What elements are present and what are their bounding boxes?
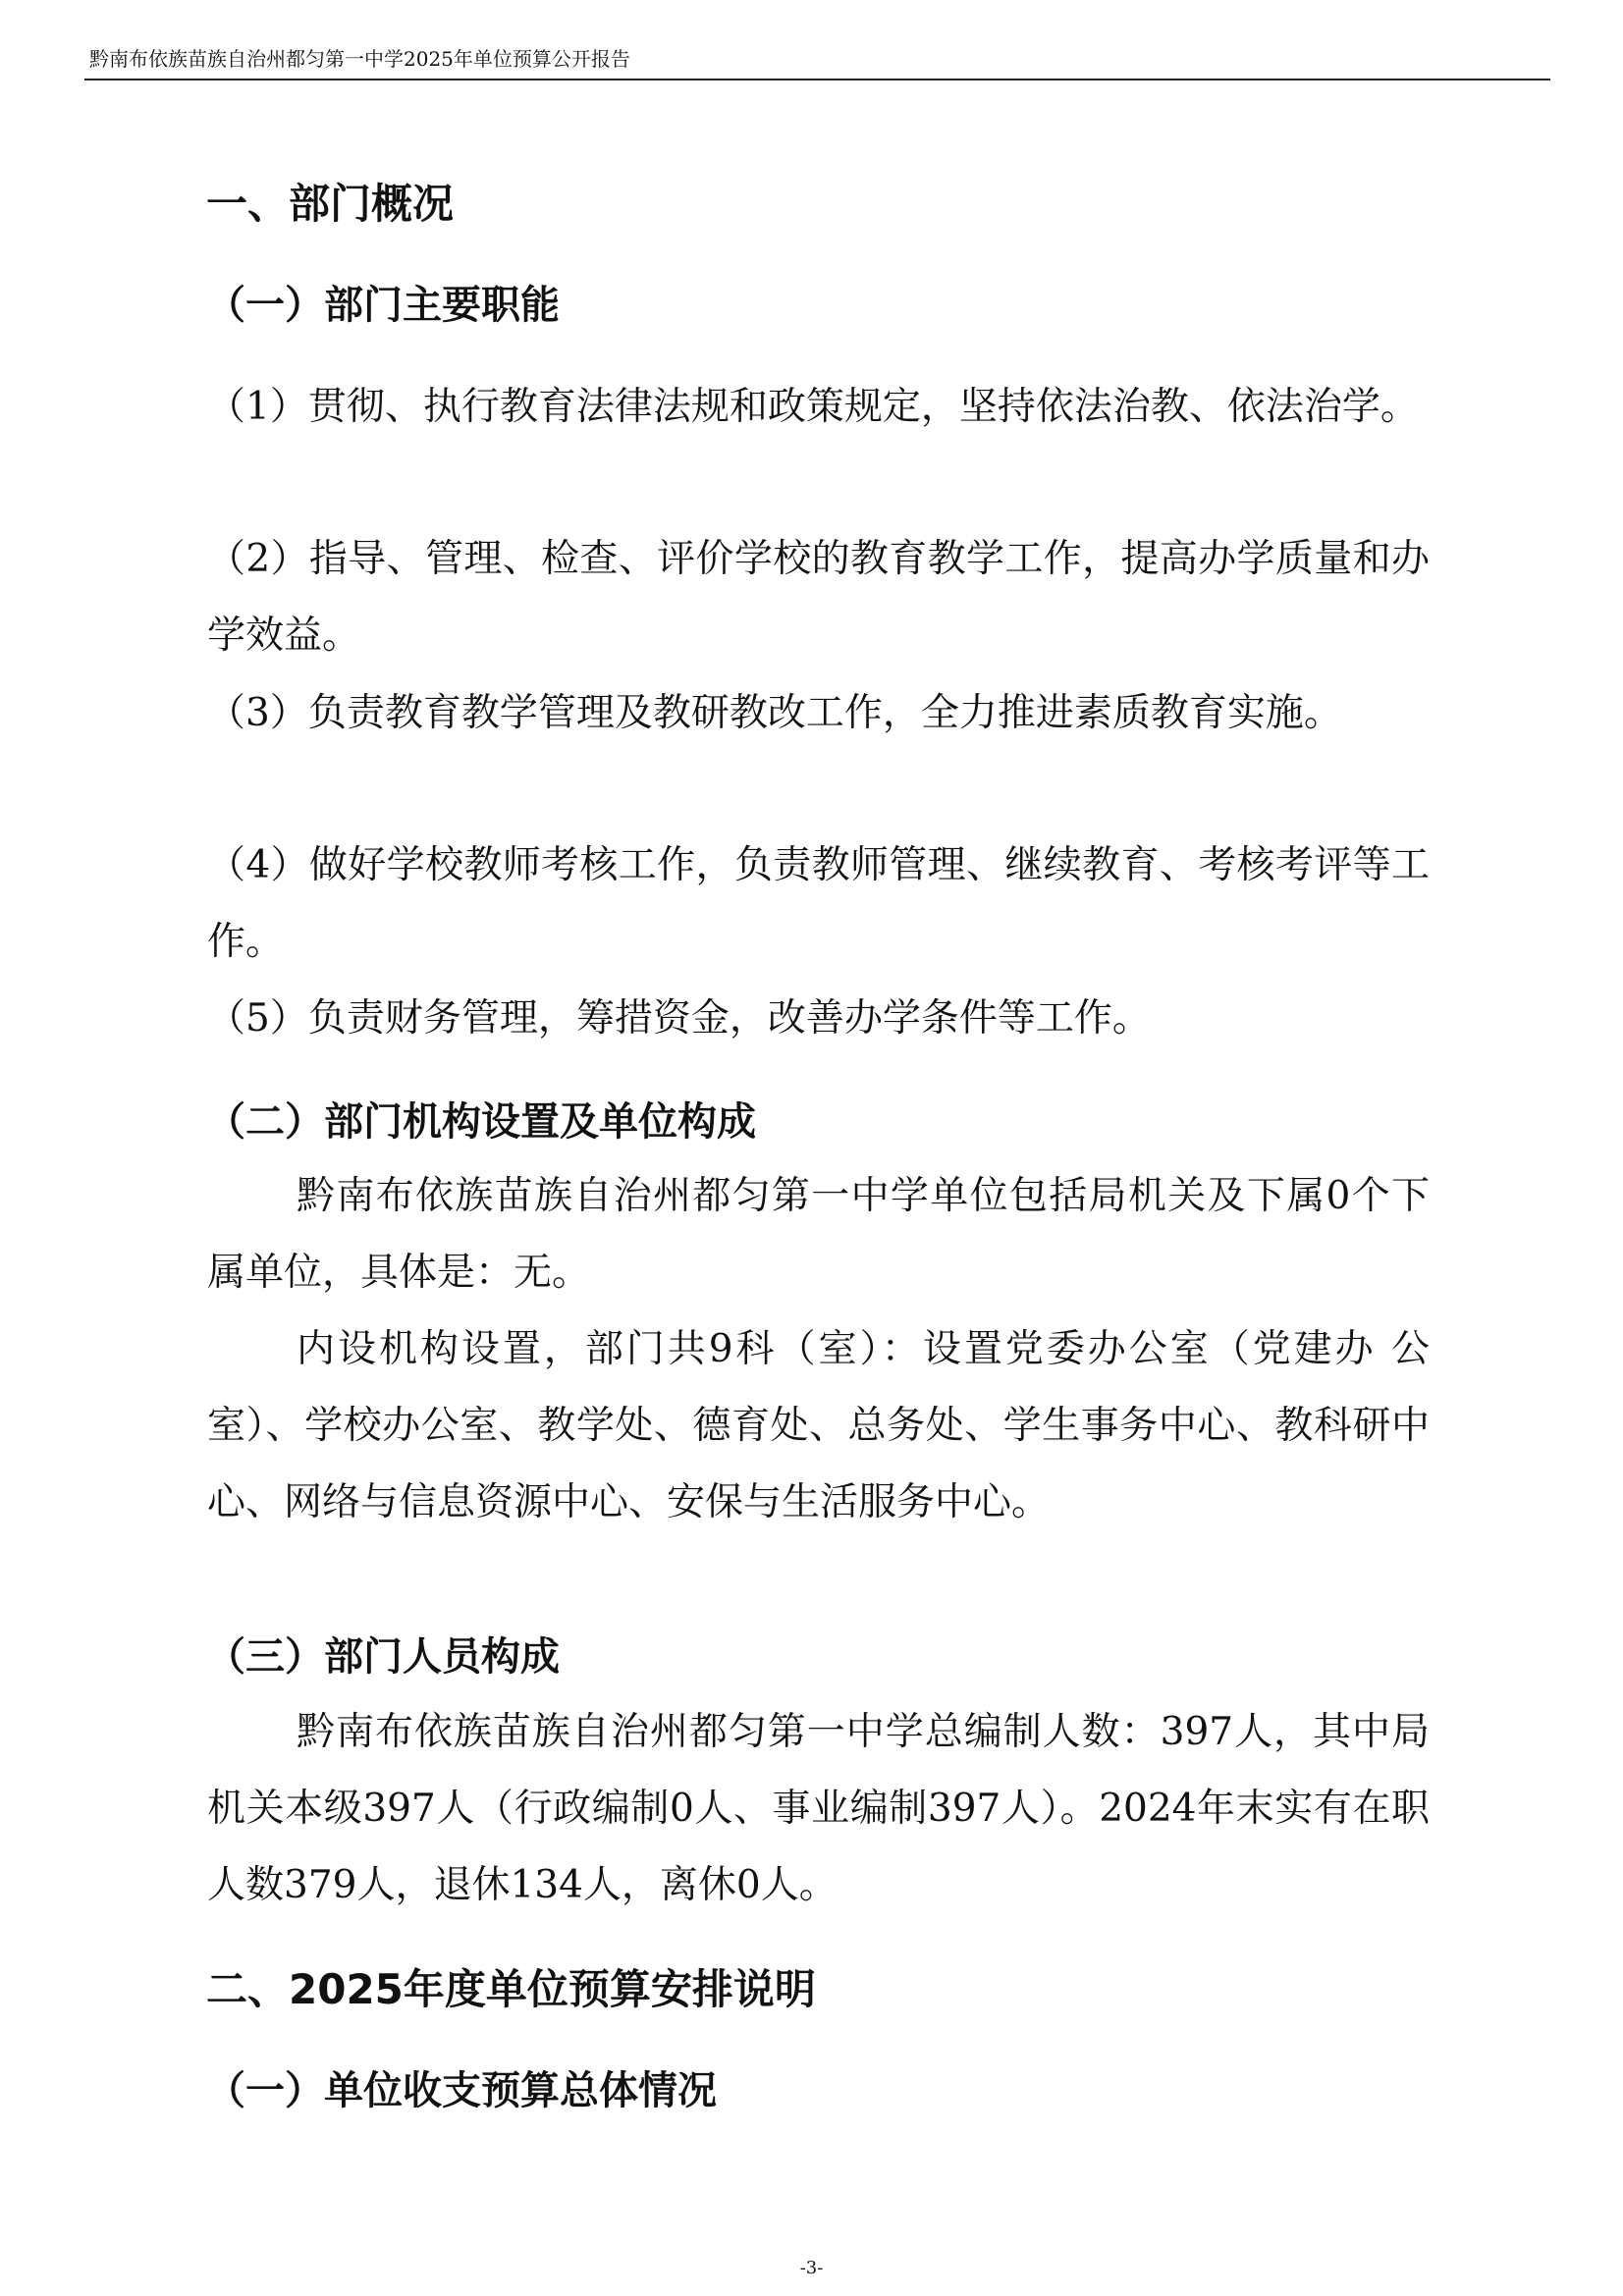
section-1-1-heading: （一）部门主要职能 [206, 283, 560, 328]
function-item-3: （3）负责教育教学管理及教研教改工作，全力推进素质教育实施。 [207, 691, 1342, 735]
section-1-heading: 一、部门概况 [206, 180, 455, 228]
function-item-4: （4）做好学校教师考核工作，负责教师管理、继续教育、考核考评等工作。 [207, 843, 1430, 964]
org-structure-paragraph-1: 黔南布依族苗族自治州都匀第一中学单位包括局机关及下属0个下属单位，具体是：无。 [207, 1174, 1430, 1295]
function-item-2: （2）指导、管理、检查、评价学校的教育教学工作，提高办学质量和办学效益。 [207, 537, 1430, 658]
page-number: -3- [799, 2258, 824, 2278]
section-1-3-heading: （三）部门人员构成 [206, 1634, 560, 1680]
section-1-2-heading: （二）部门机构设置及单位构成 [206, 1099, 756, 1145]
staffing-paragraph: 黔南布依族苗族自治州都匀第一中学总编制人数：397人，其中局机关本级397人（行政编制0人、事业编制397人）。2024年末实有在职人数379人，退休134人，离休0人。 [207, 1710, 1430, 1907]
header-title: 黔南布依族苗族自治州都匀第一中学2025年单位预算公开报告 [89, 47, 630, 71]
org-structure-paragraph-2: 内设机构设置，部门共9科（室）：设置党委办公室（党建办 公室）、学校办公室、教学处、德育处、总务处、学生事务中心、教科研中心、网络与信息资源中心、安保与生活服务中心。 [207, 1327, 1430, 1524]
header-divider [84, 79, 1550, 80]
section-2-1-heading: （一）单位收支预算总体情况 [206, 2068, 717, 2113]
section-2-heading: 二、2025年度单位预算安排说明 [206, 1965, 816, 2013]
function-item-1: （1）贯彻、执行教育法律法规和政策规定，坚持依法治教、依法治学。 [207, 385, 1419, 429]
function-item-5: （5）负责财务管理，筹措资金，改善办学条件等工作。 [207, 996, 1151, 1041]
